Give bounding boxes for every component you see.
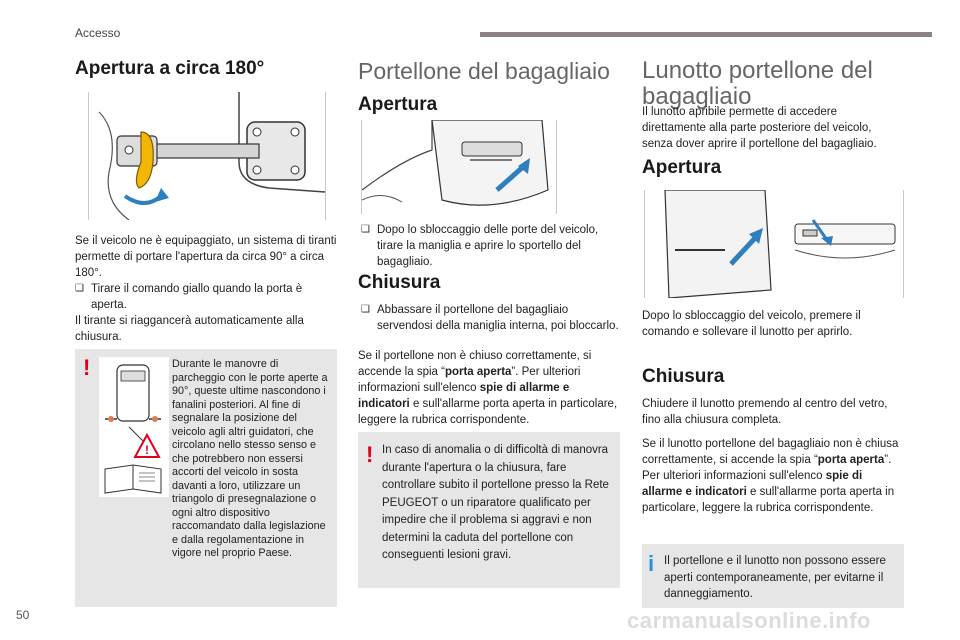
close-text-1: Chiudere il lunotto premendo al centro del vetro, fino alla chiusura completa. xyxy=(642,398,888,426)
section-title: Portellone del bagagliaio xyxy=(358,58,610,84)
warning-lamps-label: spie di allarme e indicatori xyxy=(642,470,863,498)
open-text: Dopo lo sbloccaggio del veicolo, premere il comando e sollevare il lunotto per aprirlo. xyxy=(642,310,861,338)
info-text: Il portellone e il lunotto non possono essere aperti contemporaneamente, per evitarne il danneggiamento. xyxy=(664,555,886,600)
info-i-icon: i xyxy=(648,551,655,576)
tailgate-handle-illustration xyxy=(361,120,557,214)
warning-box-tailgate xyxy=(358,432,620,588)
warning-text: In caso di anomalia o di difficoltà di manovra durante l'apertura o la chiusura, fare controllare subito il portellone presso la Rete PEUGEOT o un riparatore qualificato per impedire che il problema si aggravi e non determini la caduta del portellone con conseguenti lesioni gravi. xyxy=(382,444,609,561)
close-step-text: Abbassare il portellone del bagagliaio servendosi della maniglia interna, poi bloccarlo. xyxy=(377,304,619,332)
warning-exclamation-icon: ! xyxy=(83,355,91,380)
close-heading: Chiusura xyxy=(642,366,725,387)
close-heading: Chiusura xyxy=(358,272,441,293)
rear-window-button-illustration xyxy=(644,190,904,298)
open-step-text: Dopo lo sbloccaggio delle porte del veicolo, tirare la maniglia e aprire lo sportello del bagagliaio. xyxy=(377,224,599,268)
warning-exclamation-icon: ! xyxy=(366,442,374,467)
section-label: Accesso xyxy=(75,26,121,40)
checkbox-bullet-icon: ❏ xyxy=(361,304,370,315)
section-title: Lunotto portellone del bagagliaio xyxy=(642,57,873,110)
intro-text: Il lunotto apribile permette di accedere direttamente alla parte posteriore del veicolo, senza dover aprire il portellone del bagagliaio. xyxy=(642,106,877,150)
door-open-label: porta aperta xyxy=(817,454,885,466)
open-heading: Apertura xyxy=(358,94,438,115)
van-top-view-and-manual-illustration xyxy=(99,357,169,497)
intro-text: Se il veicolo ne è equipaggiato, un sistema di tiranti permette di portare l'apertura da circa 90° a circa 180°. xyxy=(75,235,337,279)
page-number: 50 xyxy=(16,608,30,622)
checkbox-bullet-icon: ❏ xyxy=(75,283,84,294)
section-title: Apertura a circa 180° xyxy=(75,58,265,79)
open-heading: Apertura xyxy=(642,157,722,178)
warning-box-parking xyxy=(75,349,337,607)
watermark: carmanualsonline.info xyxy=(627,608,871,633)
header-bar xyxy=(480,32,932,37)
door-open-label: porta aperta xyxy=(444,366,512,378)
outro-text: Il tirante si riaggancerà automaticamente alla chiusura. xyxy=(75,315,304,343)
column-tailgate xyxy=(358,58,620,116)
close-text-2: Se il lunotto portellone del bagagliaio non è chiusa correttamente, si accende la spia “porta aperta”. Per ulteriori informazioni sull'elenco spie di allarme e indicatori e sull'allarme porta aperta in particolare, leggere la rubrica corrispondente. xyxy=(642,438,899,514)
column-door-180 xyxy=(75,58,337,80)
close-step-item xyxy=(361,302,619,334)
step-item xyxy=(75,281,337,313)
svg-text:!: ! xyxy=(145,443,149,457)
column-rear-window xyxy=(642,58,904,110)
door-check-strap-illustration xyxy=(88,92,326,220)
checkbox-bullet-icon: ❏ xyxy=(361,224,370,235)
open-step-item xyxy=(361,222,619,270)
warning-text: Durante le manovre di parcheggio con le porte aperte a 90°, queste ultime nascondono i fanalini posteriori. Al fine di segnalare la posizione del veicolo agli altri guidatori, che circolano nello stesso senso e che potrebbero non essersi accorti del veicolo in sosta davanti a loro, utilizzare un triangolo di presegnalazione o ogni altro dispositivo raccomandato dalla legislazione e dalla regolamentazione in vigore nel proprio Paese. xyxy=(172,358,328,559)
close-text: Se il portellone non è chiuso correttamente, si accende la spia “porta aperta”. Per ulteriori informazioni sull'elenco spie di allarme e indicatori e sull'allarme porta aperta in particolare, leggere la rubrica corrispondente. xyxy=(358,350,618,426)
warning-lamps-label: spie di allarme e indicatori xyxy=(358,382,570,410)
step-text: Tirare il comando giallo quando la porta è aperta. xyxy=(91,283,303,311)
info-box xyxy=(642,544,904,608)
